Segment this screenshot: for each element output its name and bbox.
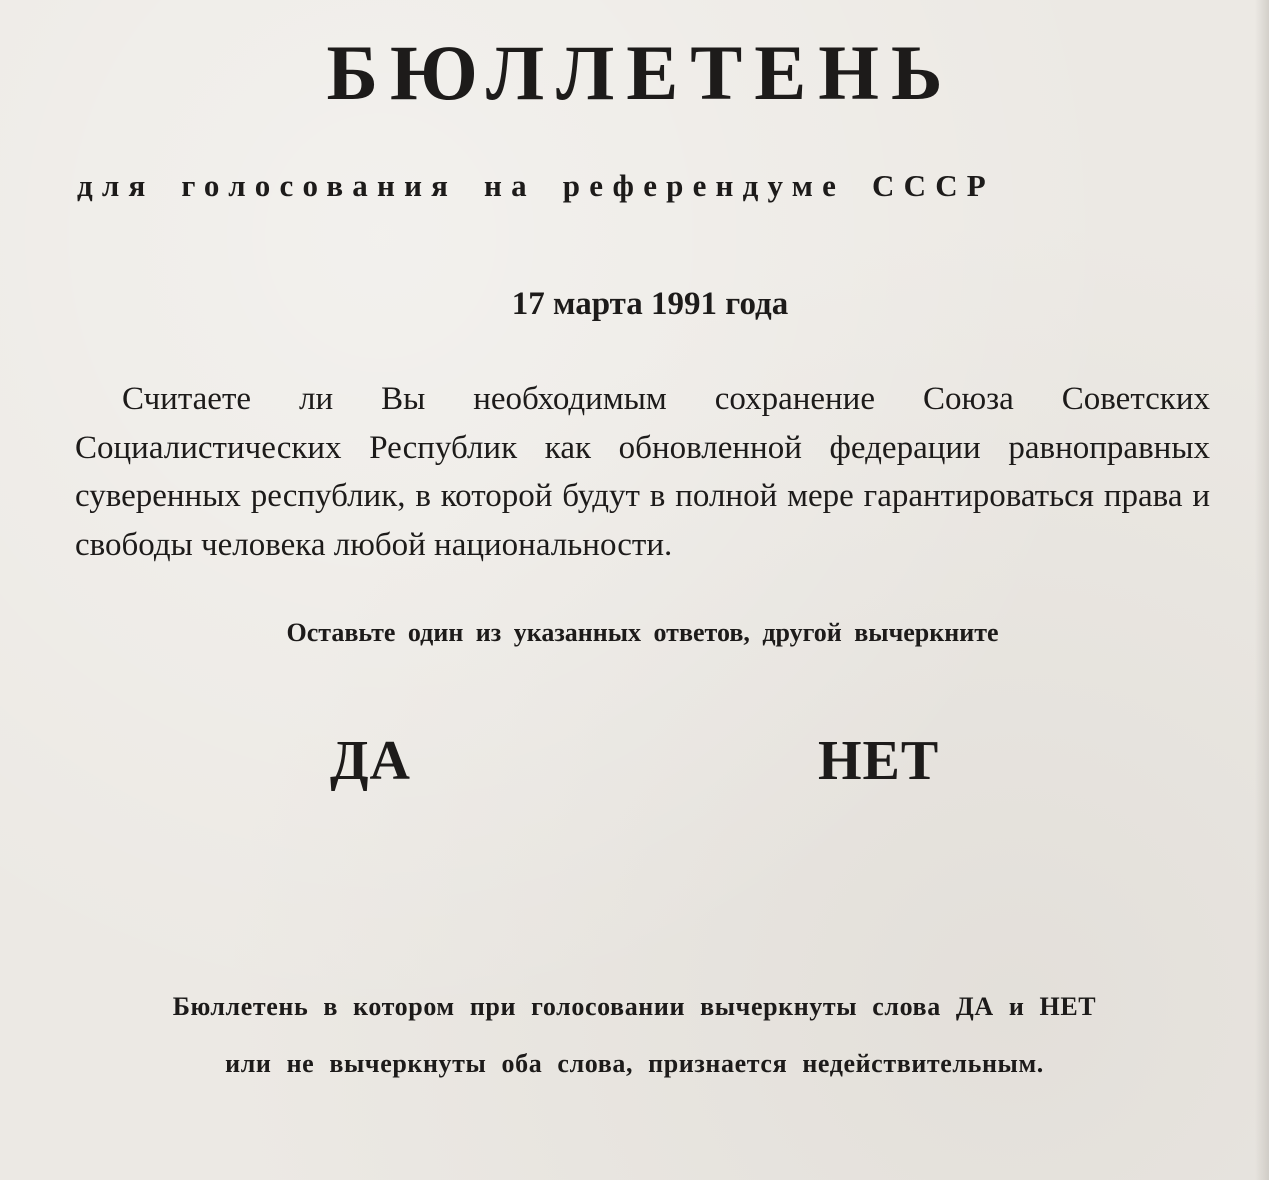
voting-instruction: Оставьте один из указанных ответов, другой вычеркните <box>286 618 999 647</box>
ballot-title: БЮЛЛЕТЕНЬ <box>326 29 955 116</box>
ballot-subtitle: для голосования на референдуме СССР <box>77 168 995 203</box>
referendum-question: Считаете ли Вы необходимым сохранение Союза Советских Социалистических Республик как обновленной федерации равноправных суверенных республик, в которой будут в полной мере гарантироваться права и свободы человека любой национальности. <box>75 381 1210 563</box>
referendum-date: 17 марта 1991 года <box>511 286 789 322</box>
answer-no[interactable]: НЕТ <box>818 730 940 792</box>
invalid-ballot-note-line2: или не вычеркнуты оба слова, признается недействительным. <box>225 1049 1044 1078</box>
answer-yes[interactable]: ДА <box>330 730 411 792</box>
invalid-ballot-note-line1: Бюллетень в котором при голосовании вычеркнуты слова ДА и НЕТ <box>172 992 1097 1021</box>
